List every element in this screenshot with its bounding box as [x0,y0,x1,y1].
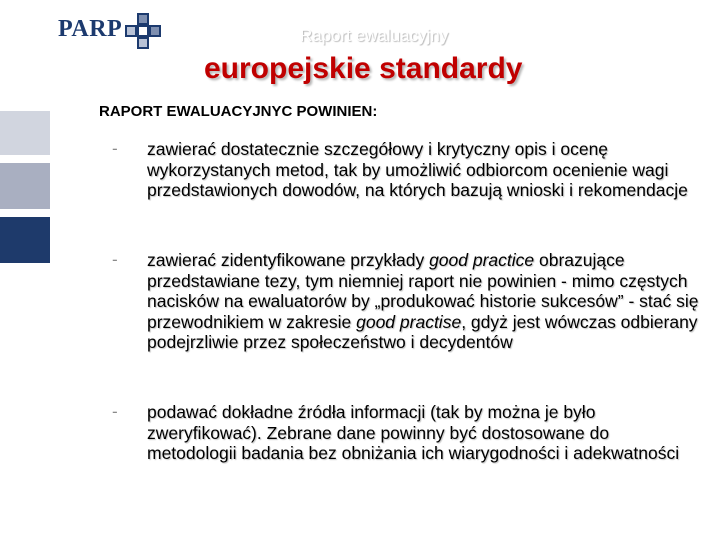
parp-logo [58,12,168,52]
item-text: obrazujące przedstawiane tezy, tym niemniej raport nie powinien - mimo częstych nacisków na ewaluatorów by „produkować historie sukcesów” - stać się przewodnikiem w zakresie [147,250,699,332]
decor-bar-mid [0,163,50,209]
item-text: zawierać dostatecznie szczegółowy i krytyczny opis i ocenę wykorzystanych metod, tak by umożliwić odbiorcom ocenienie wagi przedstawionych dowodów, na których bazują wnioski i rekomendacje [147,139,688,200]
list-item [147,402,702,464]
bullet-marker: - [112,250,118,269]
slide-subtitle: Raport ewaluacyjny [300,26,449,45]
logo-text: PARP [58,16,123,42]
bullet-marker: - [112,402,118,421]
list-item [147,139,702,201]
section-heading: RAPORT EWALUACYJNYC POWINIEN: [99,103,378,120]
item-text: podawać dokładne źródła informacji (tak by można je było zweryfikować). Zebrane dane powinny być dostosowane do metodologii badania bez obniżania ich wiarygodności i adekwatności [147,402,680,463]
item-text: , gdyż jest wówczas odbierany podejrzliwie przez społeczeństwo i decydentów [147,311,698,352]
decor-bar-dark [0,217,50,263]
decor-bar-light [0,111,50,155]
bullet-marker: - [112,139,118,158]
slide-title: europejskie standardy [204,52,523,85]
item-emphasis: good practise [356,311,462,332]
item-emphasis: good practice [429,250,535,270]
list-item [147,250,702,353]
item-text: zawierać zidentyfikowane przykłady [147,250,430,270]
parp-cross-logo-icon [124,12,162,50]
